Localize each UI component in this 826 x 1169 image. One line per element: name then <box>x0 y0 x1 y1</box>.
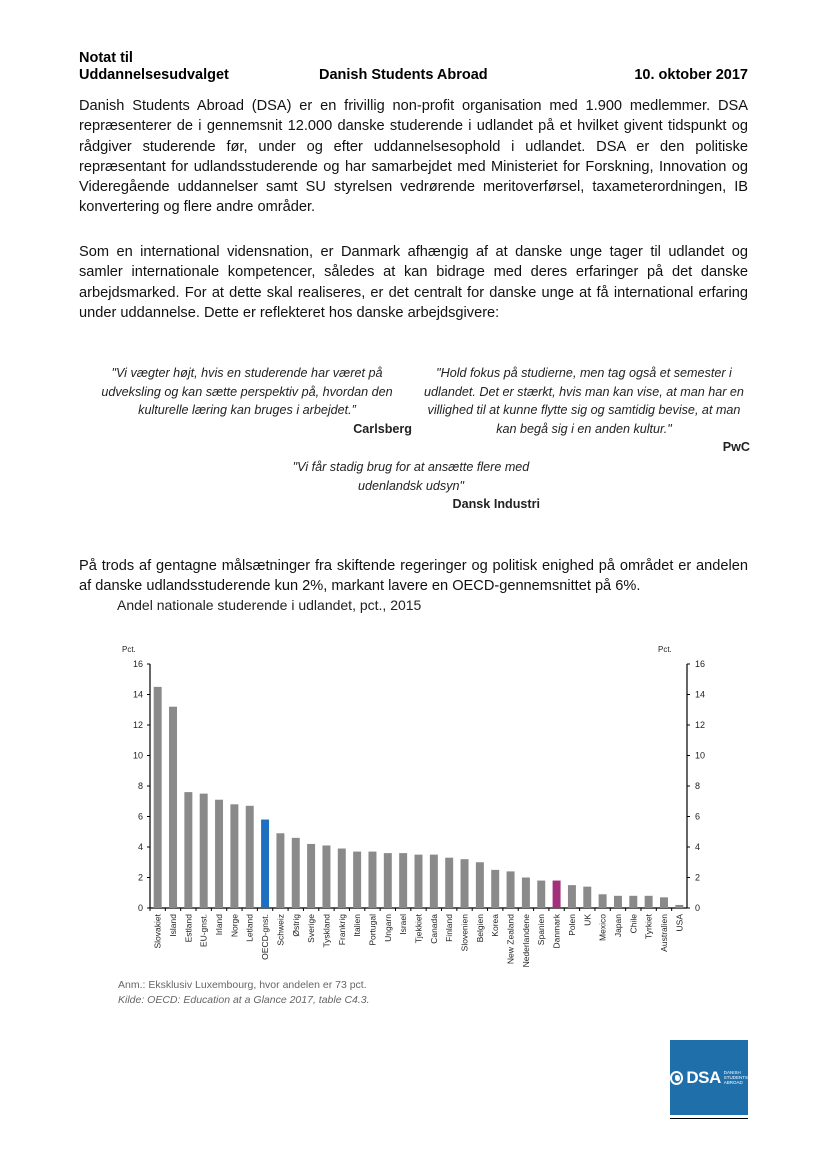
bar <box>430 855 438 908</box>
y-tick-label: 4 <box>695 842 701 852</box>
bar <box>461 859 469 908</box>
bar <box>553 881 561 908</box>
quote-source: Dansk Industri <box>452 497 540 511</box>
logo-underline <box>670 1118 748 1119</box>
x-tick-label: Chile <box>628 914 639 934</box>
x-tick-label: Slovakiet <box>152 914 163 949</box>
memo-header <box>79 50 748 84</box>
bar <box>200 794 208 908</box>
logo-subtitle: DANISH STUDENTS ABROAD <box>723 1070 748 1085</box>
x-tick-label: Nederlandene <box>520 914 531 968</box>
x-tick-label: Slovenien <box>459 914 470 952</box>
bar <box>629 896 637 908</box>
bar <box>583 887 591 908</box>
bar-chart <box>100 635 720 975</box>
quote-source: Carlsberg <box>353 421 412 436</box>
bar <box>169 707 177 908</box>
y-tick-label: 16 <box>695 659 706 669</box>
x-tick-label: Sverige <box>306 914 317 943</box>
x-tick-label: UK <box>582 914 593 926</box>
chart-note: Anm.: Eksklusiv Luxembourg, hvor andelen er 73 pct. <box>118 979 367 991</box>
x-tick-label: Polen <box>566 914 577 936</box>
y-axis-label-left: Pct. <box>122 645 136 654</box>
quote-source: PwC <box>722 440 750 454</box>
bar <box>614 896 622 908</box>
chart-title: Andel nationale studerende i udlandet, pct., 2015 <box>117 597 422 613</box>
bar <box>415 855 423 908</box>
bar <box>353 852 361 908</box>
y-tick-label: 10 <box>695 750 706 761</box>
y-tick-label: 8 <box>137 781 143 791</box>
x-tick-label: Frankrig <box>336 914 347 946</box>
bar <box>292 838 300 908</box>
quote-pwc <box>418 364 750 457</box>
x-tick-label: New Zealand <box>505 914 516 965</box>
bar <box>675 905 683 908</box>
x-tick-label: Japan <box>612 914 623 938</box>
dsa-logo <box>670 1040 748 1115</box>
x-tick-label: Korea <box>490 914 501 937</box>
y-tick-label: 12 <box>132 720 143 730</box>
y-tick-label: 2 <box>695 872 701 883</box>
y-tick-label: 0 <box>137 903 143 913</box>
y-tick-label: 4 <box>137 842 143 852</box>
x-tick-label: Tjekkiet <box>413 914 424 944</box>
paragraph-knowledge-nation: Som en international vidensnation, er Danmark afhængig af at danske unge tager til udlandet og samler internationale kompetencer, således at kan bidrage med deres erfaringer på det danske arbejdsmarked. For at dette skal realiseres, er det centralt for danske unge at få international erfaring under uddannelse. Dette er reflekteret hos danske arbejdsgivere: <box>79 244 748 321</box>
y-tick-label: 2 <box>137 872 143 883</box>
quote-text: "Vi vægter højt, hvis en studerende har været på udveksling og kan sætte perspektiv på, hvordan den kulturelle læring kan bruges i arbejdet.” <box>101 366 393 417</box>
x-tick-label: Israel <box>398 914 409 935</box>
x-tick-label: Canada <box>428 914 439 944</box>
paragraph-intro: Danish Students Abroad (DSA) er en frivillig non-profit organisation med 1.900 medlemmer. DSA repræsenterer de i gennemsnit 12.000 danske studerende i udlandet på et hvilket givent tidspunkt og rådgiver studerende før, under og efter uddannelsesophold i udlandet. DSA er den politiske repræsentant for udlandsstuderende og har samarbejdet med Ministeriet for Forskning, Innovation og Videregående uddannelser samt SU styrelsen vedrørende meritoverførsel, taxameterordningen, IB konvertering og flere andre områder. <box>79 98 748 216</box>
x-tick-label: Portugal <box>367 914 378 946</box>
bar <box>568 885 576 908</box>
x-tick-label: Irland <box>214 914 225 936</box>
bar <box>445 858 453 908</box>
bar <box>307 844 315 908</box>
x-tick-label: Østrig <box>290 914 301 937</box>
recipient: Uddannelsesudvalget <box>79 67 229 83</box>
x-tick-label: Tyrkiet <box>643 914 654 940</box>
bar <box>476 862 484 908</box>
y-tick-label: 0 <box>695 903 701 913</box>
bar <box>522 878 530 909</box>
memo-label: Notat til <box>79 50 133 66</box>
x-tick-label: Finland <box>444 914 455 942</box>
bar <box>507 871 515 908</box>
y-axis-label-right: Pct. <box>658 645 672 654</box>
quote-dansk-industri <box>282 458 540 514</box>
x-tick-label: Estland <box>183 914 194 943</box>
x-tick-label: Danmark <box>551 914 562 949</box>
x-tick-label: Australien <box>658 914 669 952</box>
x-tick-label: Schweiz <box>275 914 286 946</box>
paragraph-oecd-comparison: På trods af gentagne målsætninger fra skiftende regeringer og politisk enighed på området er andelen af danske udlandsstuderende kun 2%, markant lavere en OECD-gennemsnittet på 6%. <box>79 558 748 595</box>
quote-text: "Vi får stadig brug for at ansætte flere med udenlandsk udsyn" <box>292 460 530 493</box>
date: 10. oktober 2017 <box>634 67 748 83</box>
bar <box>384 853 392 908</box>
globe-icon <box>670 1071 683 1085</box>
quote-carlsberg <box>82 364 412 438</box>
bar <box>154 687 162 908</box>
bar <box>215 800 223 908</box>
y-tick-label: 6 <box>695 811 701 822</box>
y-tick-label: 6 <box>137 811 143 822</box>
y-tick-label: 14 <box>132 689 143 700</box>
y-tick-label: 10 <box>132 750 143 761</box>
y-tick-label: 12 <box>695 720 706 730</box>
bar <box>261 820 269 908</box>
organization: Danish Students Abroad <box>319 67 488 83</box>
bar <box>368 852 376 908</box>
bar <box>645 896 653 908</box>
x-tick-label: Ungarn <box>382 914 393 942</box>
bar <box>491 870 499 908</box>
y-tick-label: 16 <box>132 659 143 669</box>
y-tick-label: 8 <box>695 781 701 791</box>
bar <box>246 806 254 908</box>
x-tick-label: EU-gnst. <box>198 914 209 948</box>
x-tick-label: Norge <box>229 914 240 938</box>
x-tick-label: USA <box>674 914 685 932</box>
chart-notes <box>118 978 370 1008</box>
y-tick-label: 14 <box>695 689 706 700</box>
bar <box>184 792 192 908</box>
bar <box>599 894 607 908</box>
bar <box>338 849 346 908</box>
x-tick-label: Belgien <box>474 914 485 943</box>
x-tick-label: Letland <box>244 914 255 942</box>
bar <box>660 897 668 908</box>
chart-source: Kilde: OECD: Education at a Glance 2017, table C4.3. <box>118 994 370 1006</box>
logo-text: DSA <box>686 1067 721 1087</box>
bar <box>399 853 407 908</box>
x-tick-label: Mexico <box>597 914 608 941</box>
x-tick-label: Italien <box>352 914 363 937</box>
x-tick-label: Spanien <box>536 914 547 946</box>
bar <box>230 804 238 908</box>
bar <box>276 833 284 908</box>
x-tick-label: OECD-gnst. <box>260 914 271 960</box>
bar <box>322 845 330 908</box>
bar <box>537 881 545 908</box>
x-tick-label: Tyskland <box>321 914 332 948</box>
x-tick-label: Island <box>168 914 179 937</box>
quote-text: "Hold fokus på studierne, men tag også et semester i udlandet. Det er stærkt, hvis man kan vise, at man har en villighed til at kunne flytte sig og samtidig bevise, at man kan begå sig i en anden kultur." <box>424 366 744 436</box>
